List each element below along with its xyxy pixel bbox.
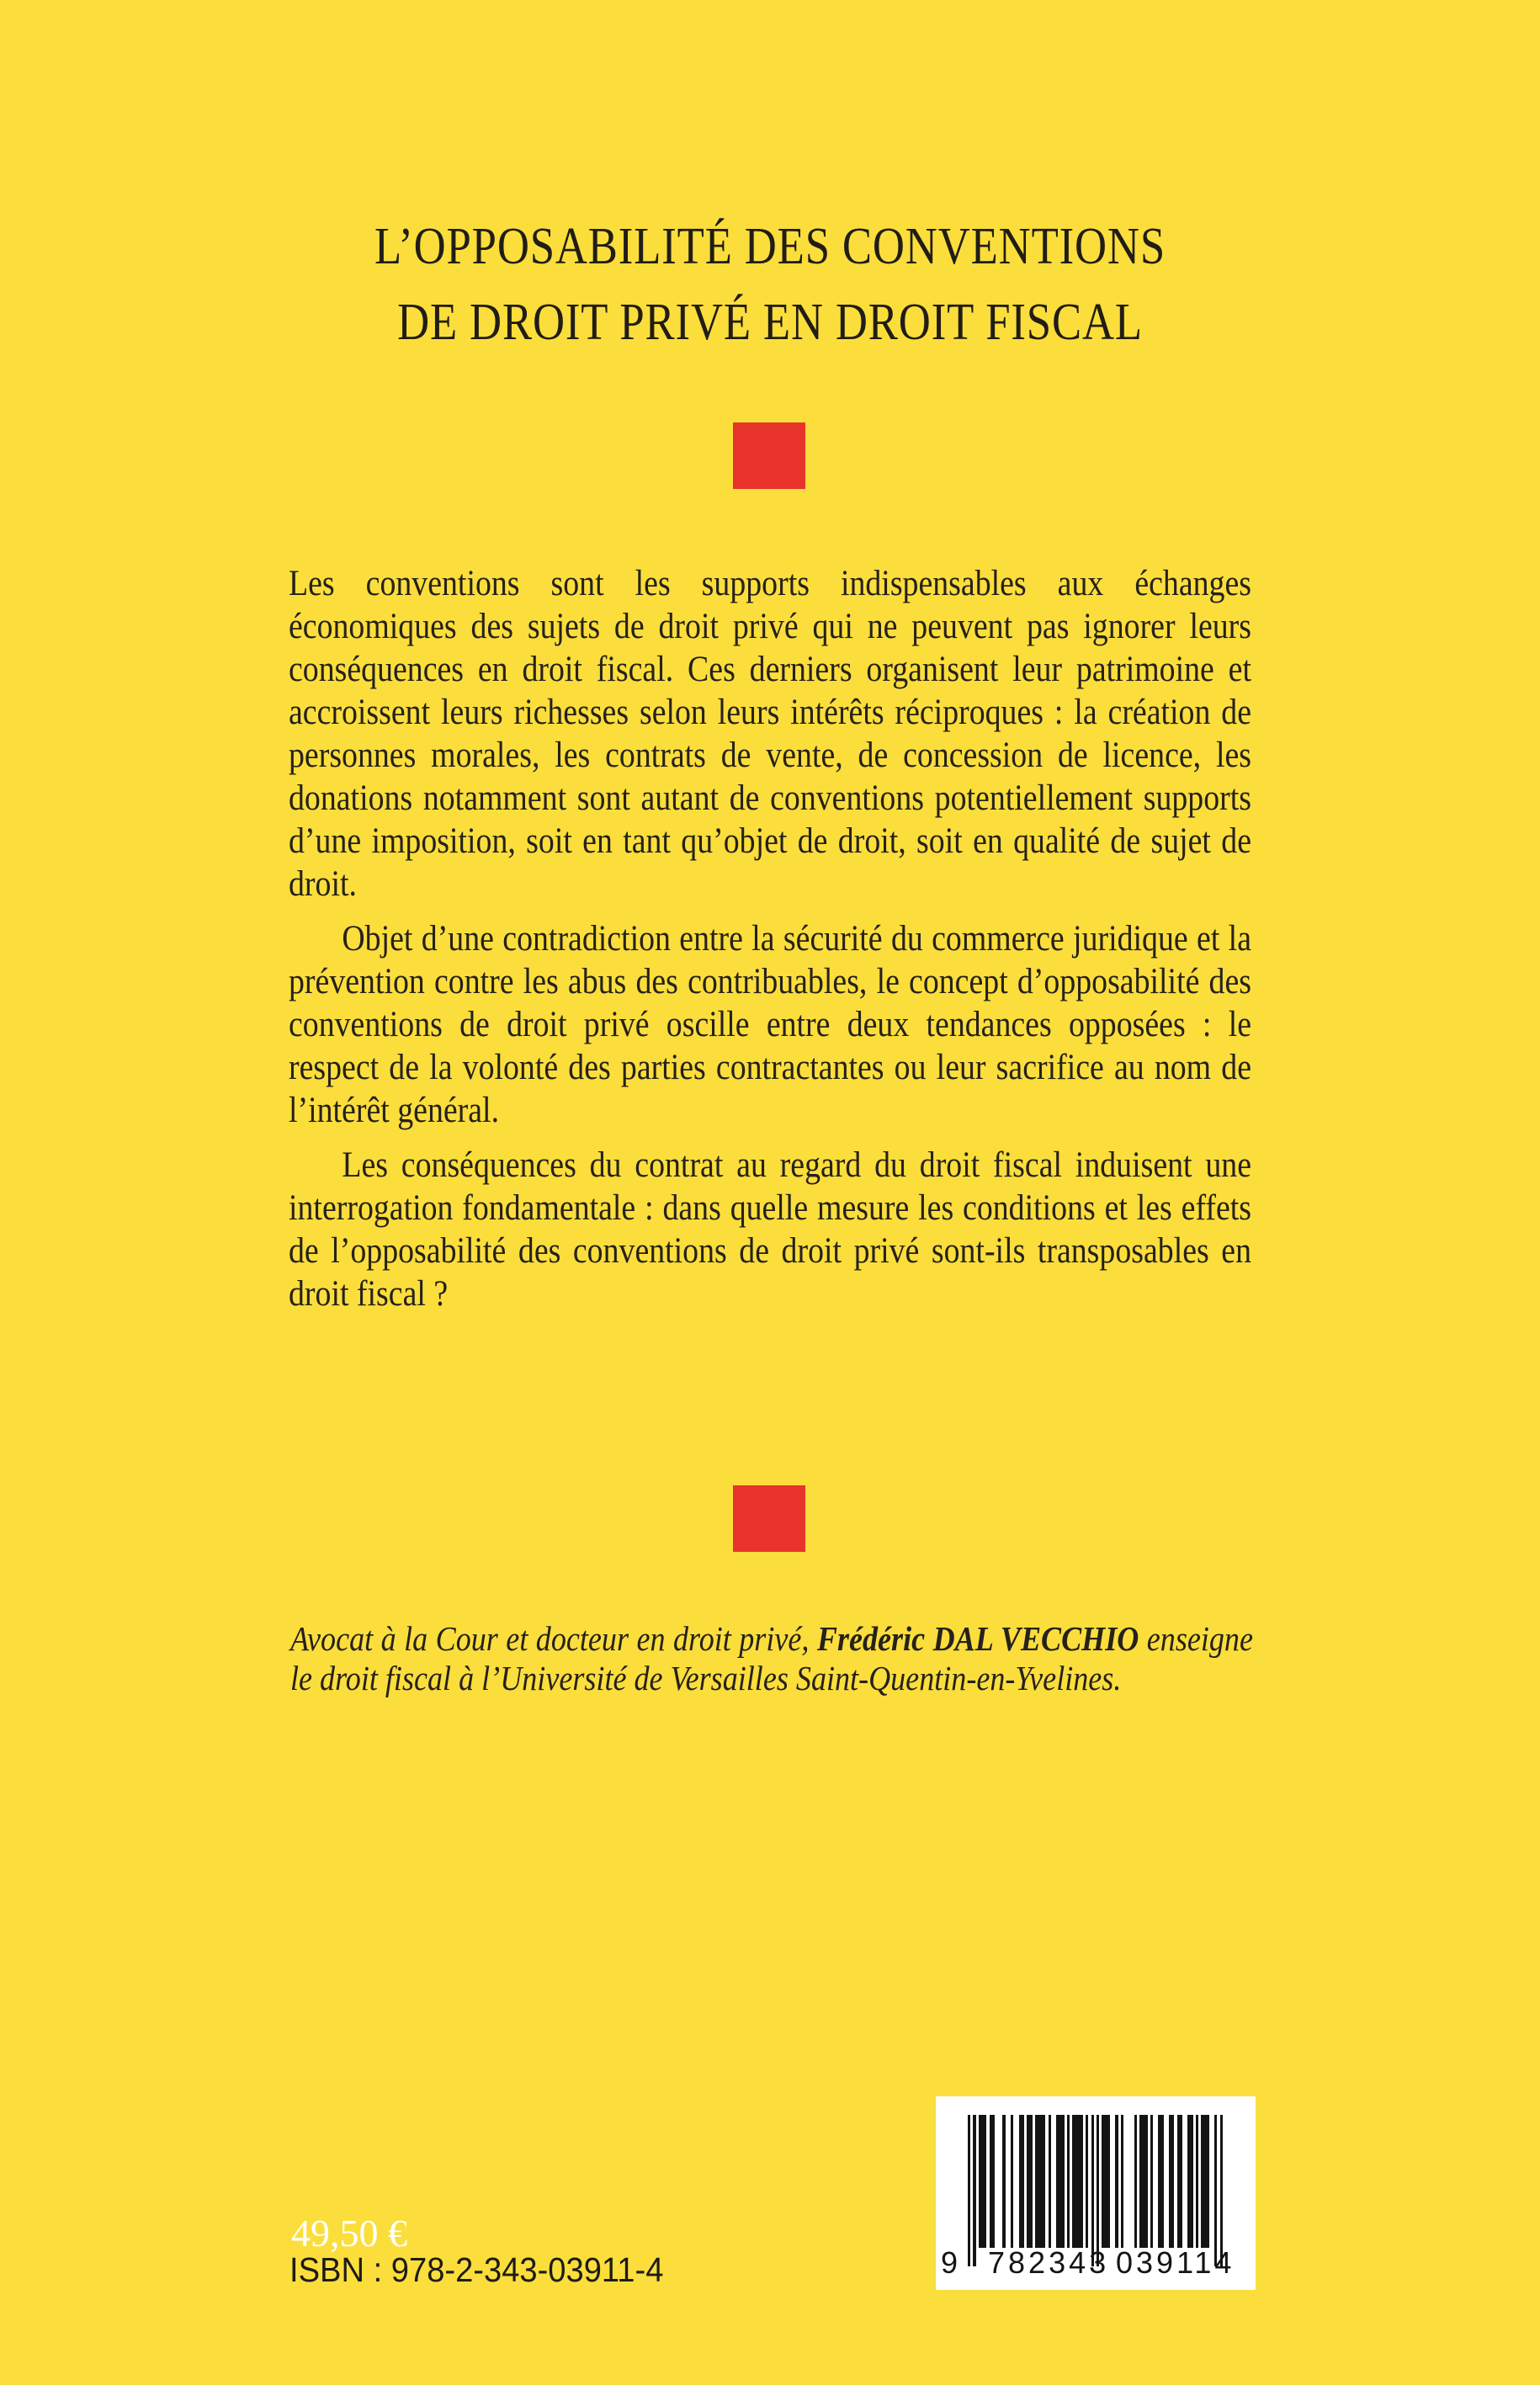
title-line-1: L’OPPOSABILITÉ DES CONVENTIONS	[374, 218, 1166, 275]
barcode-bar-module	[1220, 2115, 1223, 2266]
price-label: 49,50 €	[291, 2212, 407, 2255]
barcode-digit-first: 9	[941, 2245, 959, 2280]
synopsis-paragraph-2: Objet d’une contradiction entre la sécurité du commerce juridique et la prévention contre les abus des contribuables, le concept d’opposabilité des conventions de droit privé oscille entre deux tendances opposées : le respect de la volonté des parties contractantes ou leur sacrifice au nom de l’intérêt général.	[289, 919, 1251, 1130]
author-bio-prefix: Avocat à la Cour et docteur en droit privé,	[290, 1619, 817, 1658]
barcode	[936, 2096, 1256, 2290]
synopsis-paragraph-3: Les conséquences du contrat au regard du droit fiscal induisent une interrogation fondamentale : dans quelle mesure les conditions et les effets de l’opposabilité des conventions de droit privé sont-ils transposables en droit fiscal ?	[289, 1145, 1251, 1314]
synopsis-paragraph-1: Les conventions sont les supports indispensables aux échanges économiques des sujets de droit privé qui ne peuvent pas ignorer leurs conséquences en droit fiscal. Ces derniers organisent leur patrimoine et accroissent leurs richesses selon leurs intérêts réciproques : la création de personnes morales, les contrats de vente, de concession de licence, les donations notamment sont autant de conventions potentiellement supports d’une imposition, soit en tant qu’objet de droit, soit en qualité de sujet de droit.	[289, 564, 1251, 904]
isbn-label: ISBN : 978-2-343-03911-4	[289, 2250, 664, 2289]
barcode-bars	[968, 2115, 1223, 2248]
author-name: Frédéric DAL VECCHIO	[816, 1619, 1139, 1658]
barcode-digits-left: 782343	[988, 2245, 1110, 2280]
accent-square-bottom	[733, 1485, 805, 1552]
author-bio	[290, 1619, 1253, 1698]
book-title	[0, 209, 1540, 360]
author-bio-suffix: enseigne le droit fiscal à l’Université de Versailles Saint-Quentin-en-Yvelines.	[290, 1619, 1253, 1697]
barcode-digits-right: 039114	[1116, 2245, 1235, 2280]
accent-square-top	[733, 422, 805, 489]
synopsis-text	[289, 562, 1251, 1327]
title-line-2: DE DROIT PRIVÉ EN DROIT FISCAL	[397, 294, 1143, 351]
